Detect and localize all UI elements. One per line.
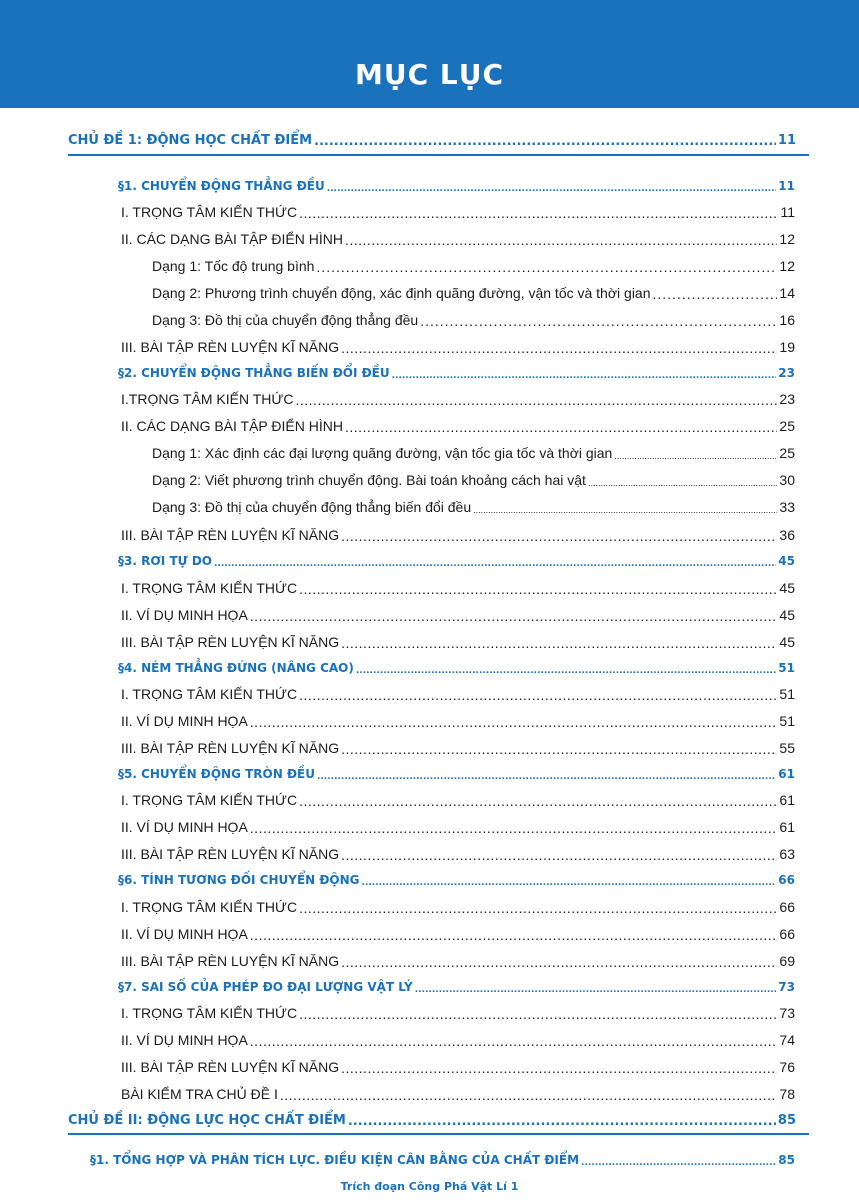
toc-page-number: 61 — [779, 819, 795, 835]
toc-page-number: 66 — [779, 899, 795, 915]
toc-leader-dots — [250, 820, 778, 835]
toc-entry-label: II. CÁC DẠNG BÀI TẬP ĐIỂN HÌNH — [121, 418, 343, 434]
toc-section-2[interactable] — [118, 366, 795, 380]
toc-entry-label: BÀI KIỂM TRA CHỦ ĐỀ I — [121, 1086, 278, 1102]
toc-leader-dots — [614, 446, 777, 461]
toc-entry-label: Dạng 3: Đồ thị của chuyển động thẳng đều — [152, 312, 419, 328]
toc-page-number: 12 — [779, 231, 795, 247]
toc-entry-label: III. BÀI TẬP RÈN LUYỆN KĨ NĂNG — [121, 740, 340, 756]
chapter-divider — [68, 1133, 809, 1135]
toc-entry[interactable] — [121, 418, 795, 434]
toc-page-number: 63 — [779, 846, 795, 862]
toc-leader-dots — [415, 981, 777, 994]
toc-entry[interactable] — [121, 607, 795, 623]
toc-page-number: 51 — [778, 661, 795, 675]
toc-leader-dots — [250, 608, 778, 623]
toc-section-1[interactable] — [118, 179, 795, 193]
toc-entry-label: I. TRỌNG TÂM KIẾN THỨC — [121, 792, 298, 808]
toc-page-number: 45 — [778, 554, 795, 568]
toc-page-number: 66 — [779, 926, 795, 942]
toc-entry-label: III. BÀI TẬP RÈN LUYỆN KĨ NĂNG — [121, 953, 340, 969]
toc-page-number: 78 — [779, 1086, 795, 1102]
toc-entry[interactable] — [121, 740, 795, 756]
toc-entry[interactable] — [152, 472, 795, 488]
toc-section-label: §2. CHUYỂN ĐỘNG THẲNG BIẾN ĐỔI ĐỀU — [118, 366, 390, 380]
toc-entry-label: Dạng 2: Phương trình chuyển động, xác định quãng đường, vận tốc và thời gian — [152, 285, 651, 301]
toc-entry[interactable] — [121, 231, 795, 247]
toc-entry-label: I. TRỌNG TÂM KIẾN THỨC — [121, 580, 298, 596]
toc-entry[interactable] — [121, 204, 795, 220]
toc-entry[interactable] — [121, 391, 795, 407]
toc-page-number: 11 — [777, 133, 796, 148]
toc-entry-label: II. CÁC DẠNG BÀI TẬP ĐIỂN HÌNH — [121, 231, 343, 247]
toc-section-7[interactable] — [118, 980, 795, 994]
toc-entry-label: I. TRỌNG TÂM KIẾN THỨC — [121, 204, 298, 220]
toc-page-number: 45 — [779, 607, 795, 623]
toc-page-number: 25 — [779, 445, 795, 461]
toc-page-number: 23 — [778, 366, 795, 380]
toc-entry[interactable] — [121, 899, 795, 915]
toc-section-3[interactable] — [118, 554, 795, 568]
toc-section-label: §4. NÉM THẲNG ĐỨNG (NÂNG CAO) — [118, 661, 354, 675]
toc-chapter-label: CHỦ ĐỀ 1: ĐỘNG HỌC CHẤT ĐIỂM — [68, 133, 313, 148]
toc-leader-dots — [653, 286, 778, 301]
toc-leader-dots — [341, 1060, 777, 1075]
toc-leader-dots — [341, 954, 777, 969]
toc-page-number: 16 — [779, 312, 795, 328]
toc-entry[interactable] — [152, 312, 795, 328]
toc-entry[interactable] — [152, 499, 795, 515]
toc-leader-dots — [341, 635, 777, 650]
toc-leader-dots — [250, 714, 778, 729]
toc-leader-dots — [314, 134, 776, 148]
toc-leader-dots — [327, 180, 777, 193]
toc-leader-dots — [348, 1114, 776, 1128]
toc-page-number: 45 — [779, 634, 795, 650]
toc-entry-label: III. BÀI TẬP RÈN LUYỆN KĨ NĂNG — [121, 1059, 340, 1075]
toc-entry[interactable] — [121, 926, 795, 942]
toc-entry[interactable] — [121, 953, 795, 969]
toc-leader-dots — [295, 392, 777, 407]
toc-leader-dots — [299, 900, 777, 915]
toc-entry-label: II. VÍ DỤ MINH HỌA — [121, 607, 248, 623]
toc-leader-dots — [420, 313, 777, 328]
toc-section-label: §3. RƠI TỰ DO — [118, 554, 213, 568]
toc-entry[interactable] — [121, 339, 795, 355]
toc-entry[interactable] — [121, 792, 795, 808]
toc-leader-dots — [345, 419, 777, 434]
toc-page-number: 69 — [779, 953, 795, 969]
toc-entry-label: II. VÍ DỤ MINH HỌA — [121, 926, 248, 942]
toc-entry-label: III. BÀI TẬP RÈN LUYỆN KĨ NĂNG — [121, 634, 340, 650]
toc-page-number: 74 — [779, 1032, 795, 1048]
toc-page-number: 19 — [779, 339, 795, 355]
toc-entry-label: III. BÀI TẬP RÈN LUYỆN KĨ NĂNG — [121, 846, 340, 862]
toc-entry-label: I. TRỌNG TÂM KIẾN THỨC — [121, 899, 298, 915]
toc-section-4[interactable] — [118, 661, 795, 675]
toc-leader-dots — [341, 741, 777, 756]
chapter-divider — [68, 154, 809, 156]
toc-leader-dots — [214, 555, 776, 568]
toc-entry[interactable] — [121, 1005, 795, 1021]
toc-page-number: 61 — [779, 792, 795, 808]
toc-entry[interactable] — [121, 1059, 795, 1075]
toc-leader-dots — [362, 874, 777, 887]
toc-page-number: 55 — [779, 740, 795, 756]
toc-entry[interactable] — [121, 580, 795, 596]
toc-page-number: 33 — [779, 499, 795, 515]
toc-page-number: 30 — [779, 472, 795, 488]
toc-section-ch2-1[interactable] — [90, 1153, 795, 1167]
toc-leader-dots — [341, 528, 777, 543]
toc-entry[interactable] — [152, 445, 795, 461]
toc-entry[interactable] — [121, 686, 795, 702]
toc-entry[interactable] — [121, 634, 795, 650]
toc-entry-label: Dạng 1: Xác định các đại lượng quãng đường, vận tốc gia tốc và thời gian — [152, 445, 613, 461]
toc-leader-dots — [299, 581, 777, 596]
toc-leader-dots — [250, 1033, 778, 1048]
toc-section-label: §7. SAI SỐ CỦA PHÉP ĐO ĐẠI LƯỢNG VẬT LÝ — [118, 980, 413, 994]
toc-page-number: 36 — [779, 527, 795, 543]
toc-page-number: 51 — [779, 686, 795, 702]
toc-entry[interactable] — [121, 846, 795, 862]
toc-entry-label: I.TRỌNG TÂM KIẾN THỨC — [121, 391, 294, 407]
toc-page-number: 61 — [778, 767, 795, 781]
toc-entry[interactable] — [121, 1032, 795, 1048]
toc-leader-dots — [250, 927, 778, 942]
toc-entry-label: I. TRỌNG TÂM KIẾN THỨC — [121, 1005, 298, 1021]
toc-page-number: 85 — [777, 1113, 796, 1128]
toc-leader-dots — [473, 500, 777, 515]
toc-entry[interactable] — [152, 285, 795, 301]
toc-page-number: 76 — [779, 1059, 795, 1075]
toc-leader-dots — [341, 340, 777, 355]
toc-leader-dots — [341, 847, 777, 862]
toc-section-5[interactable] — [118, 767, 795, 781]
toc-page-number: 12 — [779, 258, 795, 274]
toc-entry-label: I. TRỌNG TÂM KIẾN THỨC — [121, 686, 298, 702]
toc-entry-label: III. BÀI TẬP RÈN LUYỆN KĨ NĂNG — [121, 527, 340, 543]
toc-leader-dots — [299, 687, 777, 702]
toc-section-label: §1. CHUYỂN ĐỘNG THẲNG ĐỀU — [118, 179, 325, 193]
toc-page-number: 11 — [778, 179, 795, 193]
toc-page-number: 73 — [779, 1005, 795, 1021]
toc-leader-dots — [356, 662, 776, 675]
page-footer: Trích đoạn Công Phá Vật Lí 1 — [340, 1180, 519, 1193]
toc-leader-dots — [316, 259, 777, 274]
page-title: MỤC LỤC — [354, 58, 505, 91]
toc-entry-label: II. VÍ DỤ MINH HỌA — [121, 1032, 248, 1048]
toc-section-label: §6. TÍNH TƯƠNG ĐỐI CHUYỂN ĐỘNG — [118, 873, 360, 887]
toc-page-number: 45 — [779, 580, 795, 596]
toc-entry[interactable] — [121, 1086, 795, 1102]
toc-leader-dots — [280, 1087, 778, 1102]
toc-leader-dots — [392, 367, 777, 380]
toc-entry[interactable] — [121, 527, 795, 543]
toc-entry-label: Dạng 2: Viết phương trình chuyển động. Bài toán khoảng cách hai vật — [152, 472, 586, 488]
toc-leader-dots — [588, 473, 777, 488]
toc-entry[interactable] — [152, 258, 795, 274]
toc-section-label: §1. TỔNG HỢP VÀ PHÂN TÍCH LỰC. ĐIỀU KIỆN CÂN BẰNG CỦA CHẤT ĐIỂM — [90, 1153, 580, 1167]
toc-leader-dots — [345, 232, 777, 247]
toc-page-number: 14 — [779, 285, 795, 301]
toc-page-number: 66 — [778, 873, 795, 887]
toc-entry-label: II. VÍ DỤ MINH HỌA — [121, 713, 248, 729]
toc-leader-dots — [299, 1006, 777, 1021]
toc-page-number: 73 — [778, 980, 795, 994]
toc-leader-dots — [581, 1154, 776, 1167]
toc-entry[interactable] — [121, 713, 795, 729]
toc-leader-dots — [317, 768, 776, 781]
toc-chapter-1[interactable] — [68, 133, 796, 148]
toc-entry-label: II. VÍ DỤ MINH HỌA — [121, 819, 248, 835]
toc-page-number: 11 — [780, 204, 795, 220]
toc-entry-label: Dạng 3: Đồ thị của chuyển động thẳng biến đổi đều — [152, 499, 472, 515]
toc-entry[interactable] — [121, 819, 795, 835]
toc-page-number: 85 — [778, 1153, 795, 1167]
toc-chapter-label: CHỦ ĐỀ II: ĐỘNG LỰC HỌC CHẤT ĐIỂM — [68, 1113, 346, 1128]
toc-leader-dots — [299, 205, 778, 220]
toc-page-number: 23 — [779, 391, 795, 407]
toc-section-6[interactable] — [118, 873, 795, 887]
toc-chapter-2[interactable] — [68, 1113, 796, 1128]
toc-page-number: 25 — [779, 418, 795, 434]
toc-entry-label: III. BÀI TẬP RÈN LUYỆN KĨ NĂNG — [121, 339, 340, 355]
toc-leader-dots — [299, 793, 777, 808]
toc-entry-label: Dạng 1: Tốc độ trung bình — [152, 258, 315, 274]
toc-page-number: 51 — [779, 713, 795, 729]
toc-section-label: §5. CHUYỂN ĐỘNG TRÒN ĐỀU — [118, 767, 315, 781]
